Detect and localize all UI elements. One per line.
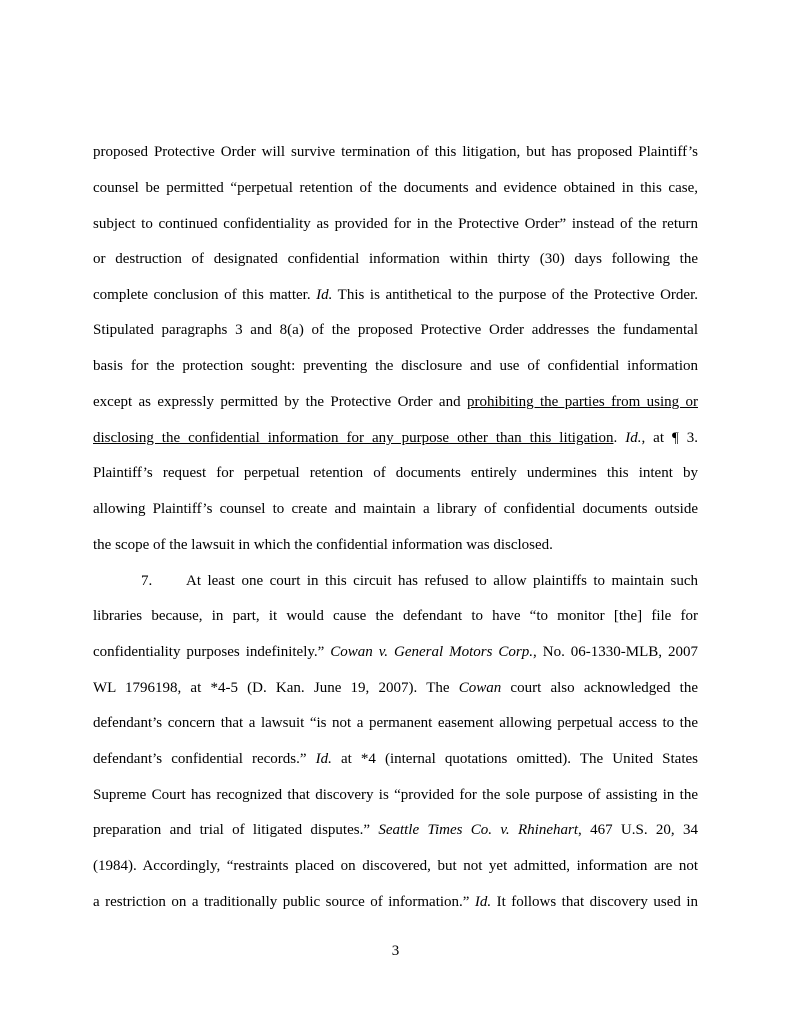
- underlined-text: disclosing the confidential information for any purpose other than this litigation: [93, 430, 614, 446]
- text-run: preparation and trial of litigated disputes.”: [93, 822, 379, 838]
- citation-id: Id.: [625, 430, 642, 446]
- case-name: Cowan: [458, 680, 502, 696]
- text-line: [93, 642, 698, 662]
- text-run: It follows that discovery used in: [491, 894, 698, 910]
- case-name: Cowan v. General Motors Corp.: [330, 644, 534, 660]
- citation-id: Id.: [315, 751, 332, 767]
- text-line: defendant’s concern that a lawsuit “is not a permanent easement allowing perpetual access to the: [93, 715, 698, 731]
- text-run: .: [613, 430, 626, 446]
- text-line: [93, 392, 698, 412]
- text-line: subject to continued confidentiality as provided for in the Protective Order” instead of the return: [93, 216, 698, 232]
- text-line: allowing Plaintiff’s counsel to create and maintain a library of confidential documents outside: [93, 501, 698, 517]
- text-line: counsel be permitted “perpetual retention of the documents and evidence obtained in this case,: [93, 180, 698, 196]
- text-line: libraries because, in part, it would cause the defendant to have “to monitor [the] file for: [93, 608, 698, 624]
- text-run: , No. 06-1330-MLB, 2007: [533, 644, 699, 660]
- text-run: , 467 U.S. 20, 34: [578, 822, 698, 838]
- text-run: complete conclusion of this matter.: [93, 287, 317, 303]
- text-run: at *4 (internal quotations omitted). The United States: [331, 751, 698, 767]
- citation-id: Id.: [316, 287, 333, 303]
- text-line: [93, 571, 698, 591]
- text-run: This is antithetical to the purpose of the Protective Order.: [332, 287, 698, 303]
- text-line: or destruction of designated confidential information within thirty (30) days following the: [93, 251, 698, 267]
- text-run: , at ¶ 3.: [641, 430, 698, 446]
- text-run: At least one court in this circuit has refused to allow plaintiffs to maintain such: [186, 573, 698, 589]
- case-name: Seattle Times Co. v. Rhinehart: [378, 822, 578, 838]
- text-line: Stipulated paragraphs 3 and 8(a) of the proposed Protective Order addresses the fundamental: [93, 322, 698, 338]
- text-run: court also acknowledged the: [501, 680, 698, 696]
- text-run: confidentiality purposes indefinitely.”: [93, 644, 331, 660]
- text-run: a restriction on a traditionally public source of information.”: [93, 894, 475, 910]
- text-line: basis for the protection sought: preventing the disclosure and use of confidential information: [93, 358, 698, 374]
- citation-id: Id.: [474, 894, 492, 910]
- text-line: [93, 285, 698, 305]
- text-run: defendant’s confidential records.”: [93, 751, 316, 767]
- underlined-text: prohibiting the parties from using or: [466, 394, 698, 410]
- text-line: proposed Protective Order will survive termination of this litigation, but has proposed Plaintiff’s: [93, 144, 698, 160]
- text-line: Plaintiff’s request for perpetual retention of documents entirely undermines this intent by: [93, 465, 698, 481]
- text-line: [93, 428, 698, 448]
- text-line: Supreme Court has recognized that discovery is “provided for the sole purpose of assisting in the: [93, 787, 698, 803]
- text-run: except as expressly permitted by the Protective Order and: [93, 394, 467, 410]
- text-line: [93, 749, 698, 769]
- text-line: (1984). Accordingly, “restraints placed on discovered, but not yet admitted, information are not: [93, 858, 698, 874]
- page-number: 3: [391, 943, 400, 959]
- text-run: WL 1796198, at *4-5 (D. Kan. June 19, 2007). The: [93, 680, 459, 696]
- text-line: [93, 892, 698, 912]
- text-line: [93, 678, 698, 698]
- paragraph-number: 7.: [141, 573, 153, 589]
- text-line: the scope of the lawsuit in which the confidential information was disclosed.: [93, 537, 553, 553]
- text-line: [93, 820, 698, 840]
